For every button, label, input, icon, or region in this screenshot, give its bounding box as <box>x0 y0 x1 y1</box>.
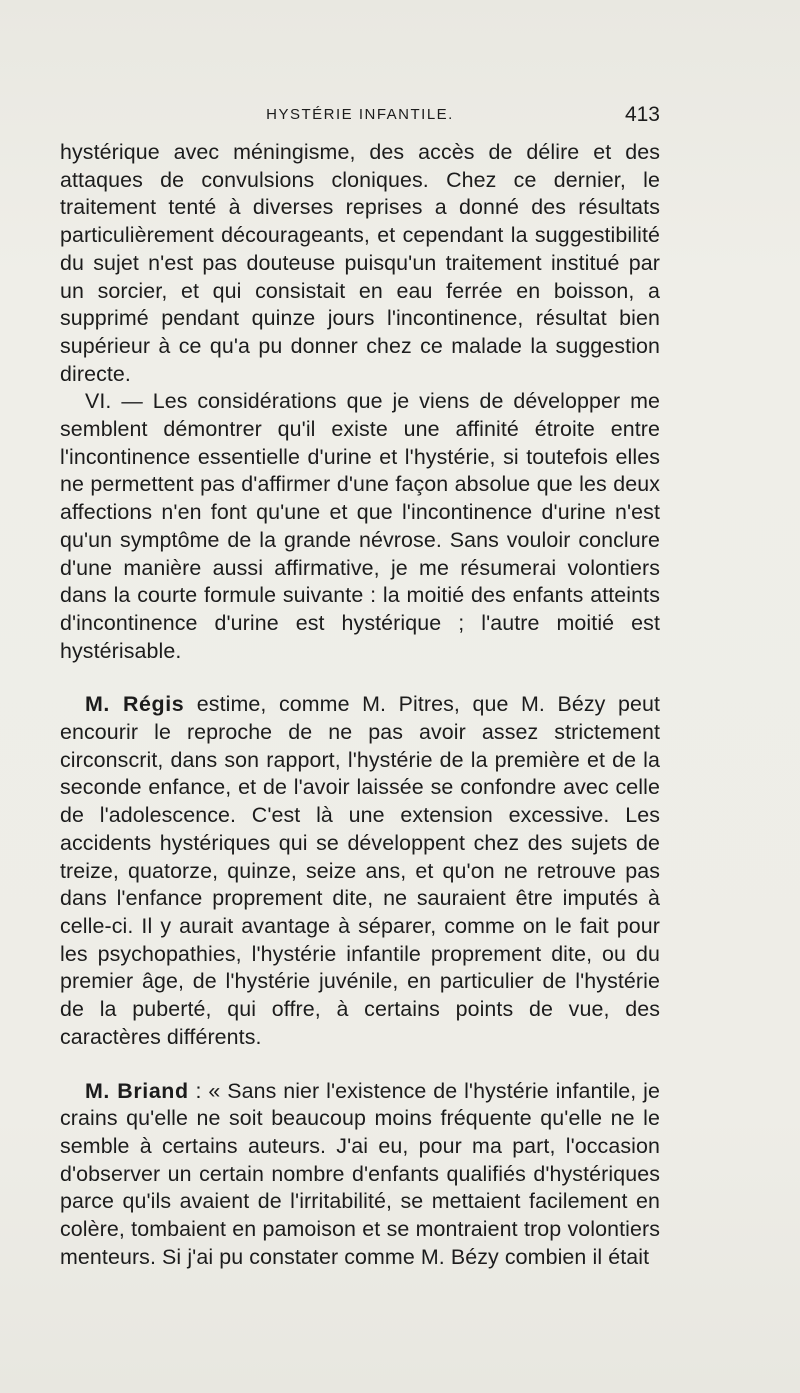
paragraph-briand <box>60 1078 660 1272</box>
running-head: HYSTÉRIE INFANTILE. <box>266 106 454 123</box>
paragraph-section-vi: VI. — Les considérations que je viens de développer me semblent démontrer qu'il existe une affinité étroite entre l'incontinence essentielle d'urine et l'hystérie, si toutefois elles ne permettent pas d'affirmer d'une façon absolue que les deux affections n'en font qu'une et que l'incontinence d'urine n'est qu'un symptôme de la grande névrose. Sans vouloir conclure d'une manière aussi affirmative, je me résumerai volontiers dans la courte formule suivante : la moitié des enfants atteints d'incontinence d'urine est hystérique ; l'autre moitié est hystérisable. <box>60 389 660 663</box>
page-number: 413 <box>624 103 660 126</box>
speaker-name-regis: M. Régis <box>85 692 185 717</box>
body-text <box>60 139 660 1271</box>
speech-briand: : « Sans nier l'existence de l'hystérie infantile, je crains qu'elle ne soit beaucoup moins fréquente qu'elle ne le semble à certains auteurs. J'ai eu, pour ma part, l'occasion d'observer un certain nombre d'enfants qualifiés d'hystériques parce qu'ils avaient de l'irritabilité, se mettaient facilement en colère, tombaient en pamoison et se montraient trop volontiers menteurs. Si j'ai pu constater comme M. Bézy combien il était <box>60 1078 661 1269</box>
page-header <box>60 103 660 130</box>
paragraph-continuation: hystérique avec méningisme, des accès de délire et des attaques de convulsions cloniques. Chez ce dernier, le traitement tenté à diverses reprises a donné des résultats particulièrement décourageants, et cependant la suggestibilité du sujet n'est pas douteuse puisqu'un traitement institué par un sorcier, et qui consistait en eau ferrée en boisson, a supprimé pendant quinze jours l'incontinence, résultat bien supérieur à ce qu'a pu donner chez ce malade la suggestion directe. <box>60 140 660 386</box>
speech-regis: estime, comme M. Pitres, que M. Bézy peut encourir le reproche de ne pas avoir assez strictement circonscrit, dans son rapport, l'hystérie de la première et de la seconde enfance, et de l'avoir laissée se confondre avec celle de l'adolescence. C'est là une extension excessive. Les accidents hystériques qui se développent chez des sujets de treize, quatorze, quinze, seize ans, et qu'on ne retrouve pas dans l'enfance proprement dite, ne sauraient être imputés à celle-ci. Il y aurait avantage à séparer, comme on le fait pour les psychopathies, l'hystérie infantile proprement dite, ou du premier âge, de l'hystérie juvénile, en particulier de l'hystérie de la puberté, qui offre, à certains points de vue, des caractères différents. <box>60 692 660 1049</box>
speaker-name-briand: M. Briand <box>85 1078 189 1103</box>
paragraph-regis <box>60 691 660 1051</box>
